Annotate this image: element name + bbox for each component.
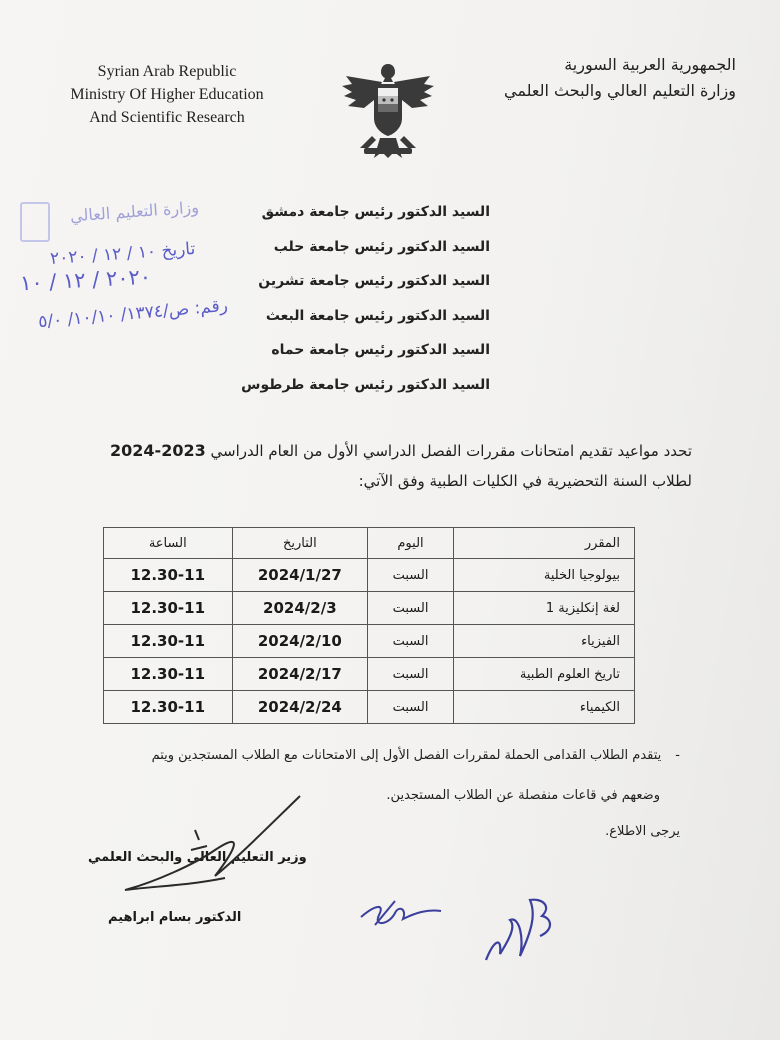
stamp-date-value: ٢٠٢٠ / ١٢ / ١٠: [19, 264, 152, 296]
stamp-date-label: تاريخ ١٠ / ١٢ / ٢٠٢٠: [49, 238, 196, 270]
table-row: [104, 691, 635, 724]
stamp-ministry-line: وزارة التعليم العالي: [69, 197, 200, 226]
signatory-title: وزير التعليم العالي والبحث العلمي: [88, 850, 307, 865]
intro-paragraph: [102, 436, 692, 496]
header-date: التاريخ: [232, 528, 368, 559]
course-cell: الفيزياء: [453, 625, 634, 658]
recipient-line: السيد الدكتور رئيس جامعة تشرين: [258, 273, 490, 289]
course-cell: الكيمياء: [453, 691, 634, 724]
table-row: [104, 559, 635, 592]
english-letterhead: [52, 60, 282, 129]
signatory-name: الدكتور بسام ابراهيم: [108, 910, 242, 925]
intro-line-2: لطلاب السنة التحضيرية في الكليات الطبية وفق الآتي:: [358, 472, 692, 490]
recipient-line: السيد الدكتور رئيس جامعة دمشق: [261, 204, 490, 220]
note-line-1: [152, 748, 680, 763]
day-cell: السبت: [368, 559, 454, 592]
date-cell: 2024/2/17: [232, 658, 368, 691]
recipients-list: [241, 195, 490, 402]
en-header-line-3: And Scientific Research: [89, 109, 245, 126]
note-1-text: يتقدم الطلاب القدامى الحملة لمقررات الفصل الأول إلى الامتحانات مع الطلاب المستجدين ويتم: [151, 748, 662, 763]
note-line-2: وضعهم في قاعات منفصلة عن الطلاب المستجدين.: [386, 788, 660, 803]
blue-handwritten-initials-icon: [480, 880, 560, 970]
course-cell: لغة إنكليزية 1: [453, 592, 634, 625]
stamp-reference-number: رقم: ص/١٣٧٤/ ١٠/١٠/ ٥/٠: [37, 295, 229, 333]
date-cell: 2024/2/24: [232, 691, 368, 724]
day-cell: السبت: [368, 691, 454, 724]
stamp-seal-icon: [20, 202, 50, 242]
initials-signature-icon: [355, 895, 445, 935]
day-cell: السبت: [368, 592, 454, 625]
recipient-line: السيد الدكتور رئيس جامعة حلب: [273, 238, 490, 255]
exam-schedule-table: [103, 527, 635, 724]
header-course: المقرر: [453, 528, 634, 559]
course-cell: بيولوجيا الخلية: [453, 559, 634, 592]
table-row: [104, 658, 635, 691]
syrian-eagle-emblem-icon: [338, 60, 438, 160]
table-row: [104, 592, 635, 625]
header-time: الساعة: [104, 528, 233, 559]
ar-header-line-2: وزارة التعليم العالي والبحث العلمي: [504, 81, 736, 100]
header-day: اليوم: [368, 528, 454, 559]
table-header-row: [104, 528, 635, 559]
date-cell: 2024/2/3: [232, 592, 368, 625]
closing-line: يرجى الاطلاع.: [605, 824, 680, 839]
time-cell: 12.30-11: [104, 691, 233, 724]
time-cell: 12.30-11: [104, 625, 233, 658]
minister-signature-icon: [95, 790, 315, 910]
en-header-line-2: Ministry Of Higher Education: [70, 86, 264, 103]
date-cell: 2024/1/27: [232, 559, 368, 592]
academic-year: 2024-2023: [110, 441, 206, 460]
course-cell: تاريخ العلوم الطبية: [453, 658, 634, 691]
incoming-mail-stamp: [19, 197, 260, 350]
arabic-letterhead: [504, 52, 736, 104]
ar-header-line-1: الجمهورية العربية السورية: [564, 55, 736, 74]
date-cell: 2024/2/10: [232, 625, 368, 658]
time-cell: 12.30-11: [104, 658, 233, 691]
time-cell: 12.30-11: [104, 592, 233, 625]
day-cell: السبت: [368, 625, 454, 658]
day-cell: السبت: [368, 658, 454, 691]
table-row: [104, 625, 635, 658]
en-header-line-1: Syrian Arab Republic: [97, 63, 237, 80]
time-cell: 12.30-11: [104, 559, 233, 592]
recipient-line: السيد الدكتور رئيس جامعة طرطوس: [241, 376, 490, 393]
intro-line-1: تحدد مواعيد تقديم امتحانات مقررات الفصل الدراسي الأول من العام الدراسي: [210, 442, 692, 460]
recipient-line: السيد الدكتور رئيس جامعة حماه: [271, 342, 490, 358]
bullet-dash: -: [675, 748, 680, 763]
recipient-line: السيد الدكتور رئيس جامعة البعث: [265, 307, 490, 324]
